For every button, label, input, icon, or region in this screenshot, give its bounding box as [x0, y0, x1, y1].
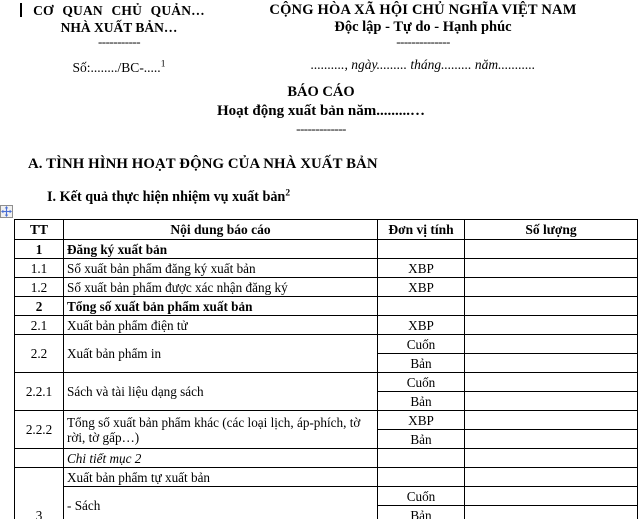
cell-r1-2-unit: XBP: [378, 278, 465, 297]
cell-r2-1-tt: 2.1: [15, 316, 64, 335]
document-number-line: [18, 60, 220, 76]
cell-r3-sach-quantity-a[interactable]: [465, 487, 638, 506]
table-row: [15, 316, 638, 335]
cell-r2-2-1-tt: 2.2.1: [15, 373, 64, 411]
cell-r2-2-1-content: Sách và tài liệu dạng sách: [64, 373, 378, 411]
table-row: [15, 259, 638, 278]
cell-r2-2-1-unit-b: Bản: [378, 392, 465, 411]
cell-r2-2-2-quantity-b[interactable]: [465, 430, 638, 449]
table-row: [15, 411, 638, 430]
section-i-heading: [47, 189, 290, 206]
cell-r2-2-2-content: Tổng số xuất bản phẩm khác (các loại lịch, áp-phích, tờ rời, tờ gấp…): [64, 411, 378, 449]
table-row: [15, 449, 638, 468]
cell-r2-tt: 2: [15, 297, 64, 316]
header-tt: TT: [15, 220, 64, 240]
cell-r2-unit[interactable]: [378, 297, 465, 316]
cell-self-publish-unit[interactable]: [378, 468, 465, 487]
date-place-line: .........., ngày......... tháng......... năm...........: [310, 57, 536, 72]
letterhead-right-divider: --------------: [396, 34, 450, 49]
cell-r1-1-quantity[interactable]: [465, 259, 638, 278]
header-unit: Đơn vị tính: [378, 220, 465, 240]
footnote-ref-1: 1: [160, 59, 166, 70]
report-title: BÁO CÁO: [287, 84, 355, 100]
cell-detail-unit[interactable]: [378, 449, 465, 468]
cell-r3-sach-unit-a: Cuốn: [378, 487, 465, 506]
cell-r1-2-quantity[interactable]: [465, 278, 638, 297]
cell-r2-2-content: Xuất bản phẩm in: [64, 335, 378, 373]
cell-r1-2-tt: 1.2: [15, 278, 64, 297]
national-motto-line1: CỘNG HÒA XÃ HỘI CHỦ NGHĨA VIỆT NAM: [269, 2, 577, 18]
publisher-line: NHÀ XUẤT BẢN…: [60, 20, 178, 35]
header-content: Nội dung báo cáo: [64, 220, 378, 240]
letterhead-right: [230, 2, 616, 73]
cell-r2-2-1-quantity-b[interactable]: [465, 392, 638, 411]
section-i-text: I. Kết quả thực hiện nhiệm vụ xuất bản: [47, 189, 286, 205]
table-row: [15, 297, 638, 316]
cell-r2-2-2-unit-a: XBP: [378, 411, 465, 430]
cell-r2-2-unit-a: Cuốn: [378, 335, 465, 354]
document-title-block: [0, 84, 642, 135]
move-icon: [1, 206, 12, 217]
cell-r1-tt: 1: [15, 240, 64, 259]
section-a-heading: A. TÌNH HÌNH HOẠT ĐỘNG CỦA NHÀ XUẤT BẢN: [28, 156, 378, 172]
report-subtitle: Hoạt động xuất bản năm.........…: [217, 103, 425, 119]
cell-detail-content: Chi tiết mục 2: [64, 449, 378, 468]
cell-r2-quantity[interactable]: [465, 297, 638, 316]
cell-r2-2-1-quantity-a[interactable]: [465, 373, 638, 392]
cell-r2-2-quantity-b[interactable]: [465, 354, 638, 373]
cell-r2-2-unit-b: Bản: [378, 354, 465, 373]
document-number-text: Số:......../BC-.....: [72, 60, 161, 75]
cell-r1-1-content: Số xuất bản phẩm đăng ký xuất bản: [64, 259, 378, 278]
title-divider: -------------: [296, 121, 346, 136]
cell-r3-tt: 3: [15, 468, 64, 519]
cell-r2-2-2-unit-b: Bản: [378, 430, 465, 449]
agency-line: CƠ QUAN CHỦ QUẢN…: [33, 3, 205, 18]
cell-self-publish-content: Xuất bản phẩm tự xuất bản: [64, 468, 378, 487]
cell-r2-content: Tổng số xuất bản phẩm xuất bản: [64, 297, 378, 316]
cell-r1-1-unit: XBP: [378, 259, 465, 278]
cell-r2-1-quantity[interactable]: [465, 316, 638, 335]
cell-r1-unit[interactable]: [378, 240, 465, 259]
table-row: [15, 468, 638, 487]
letterhead-left: [18, 2, 220, 76]
table-header-row: [15, 220, 638, 240]
cell-r2-2-1-unit-a: Cuốn: [378, 373, 465, 392]
cell-r2-1-content: Xuất bản phẩm điện tử: [64, 316, 378, 335]
table-row: [15, 240, 638, 259]
footnote-ref-2: 2: [285, 188, 291, 199]
table-row: [15, 487, 638, 506]
table-move-handle[interactable]: [0, 205, 13, 218]
cell-detail-quantity[interactable]: [465, 449, 638, 468]
cell-r2-2-quantity-a[interactable]: [465, 335, 638, 354]
table-row: [15, 373, 638, 392]
table-row: [15, 278, 638, 297]
cell-r1-2-content: Số xuất bản phẩm được xác nhận đăng ký: [64, 278, 378, 297]
cell-r1-1-tt: 1.1: [15, 259, 64, 278]
cell-r3-sach-quantity-b[interactable]: [465, 506, 638, 519]
report-table: [14, 219, 638, 519]
cell-r2-2-tt: 2.2: [15, 335, 64, 373]
cell-detail-tt[interactable]: [15, 449, 64, 468]
cell-r2-2-2-tt: 2.2.2: [15, 411, 64, 449]
cell-r2-2-2-quantity-a[interactable]: [465, 411, 638, 430]
header-quantity: Số lượng: [465, 220, 638, 240]
table-row: [15, 335, 638, 354]
cell-r1-content: Đăng ký xuất bản: [64, 240, 378, 259]
cell-r3-sach-content: - Sách: [64, 487, 378, 519]
cell-r3-sach-unit-b: Bản: [378, 506, 465, 519]
letterhead-left-divider: -----------: [97, 34, 141, 49]
cell-r2-1-unit: XBP: [378, 316, 465, 335]
national-motto-line2: Độc lập - Tự do - Hạnh phúc: [334, 19, 512, 35]
cell-self-publish-quantity[interactable]: [465, 468, 638, 487]
cell-r1-quantity[interactable]: [465, 240, 638, 259]
